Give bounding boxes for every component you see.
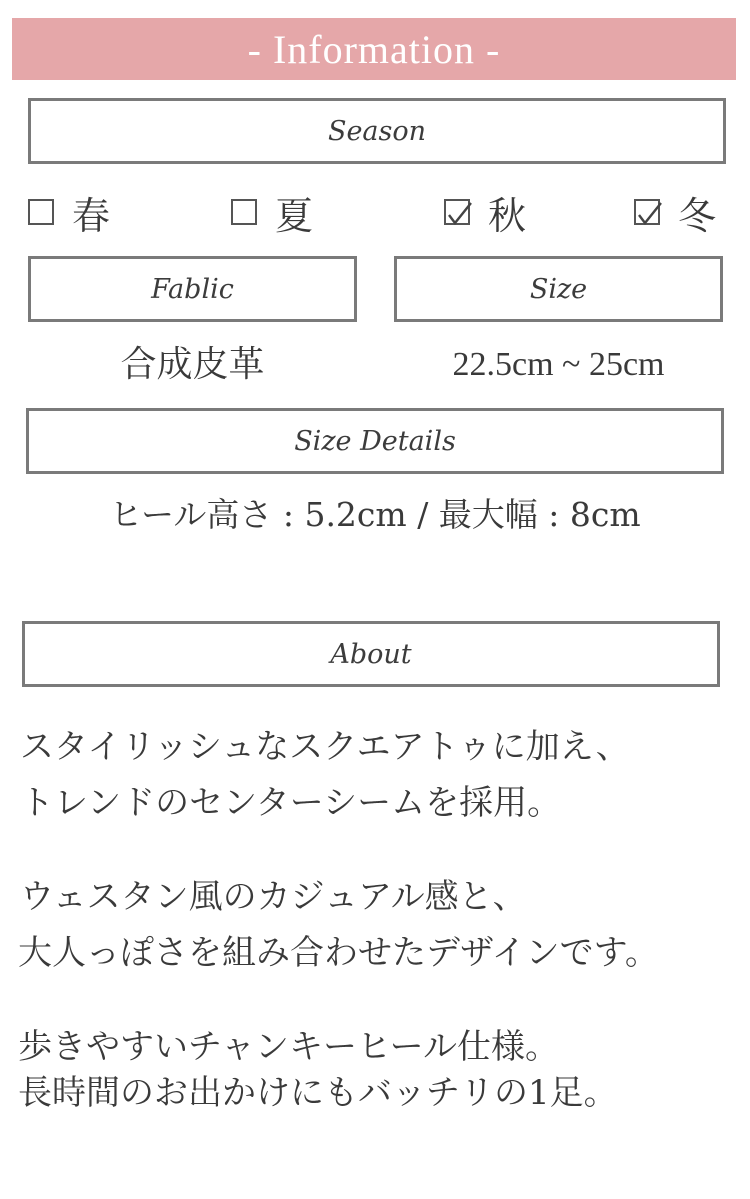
size-details-header-label: Size Details — [294, 425, 456, 457]
unchecked-box-icon[interactable] — [28, 199, 54, 225]
fabric-value: 合成皮革 — [120, 344, 265, 385]
about-text-line: スタイリッシュなスクエアトゥに加え、 — [20, 727, 630, 767]
season-spring[interactable] — [28, 188, 110, 236]
season-header — [28, 98, 726, 164]
about-text-line: 大人っぽさを組み合わせたデザインです。 — [18, 933, 659, 973]
about-text-line: 歩きやすいチャンキーヒール仕様。 — [18, 1027, 559, 1067]
fabric-header — [28, 256, 357, 322]
season-header-label: Season — [327, 115, 427, 147]
check-mark-icon — [444, 197, 474, 229]
about-header — [22, 621, 720, 687]
checked-box-icon[interactable] — [634, 199, 660, 225]
season-label: 秋 — [488, 193, 527, 238]
about-text-line: ウェスタン風のカジュアル感と、 — [20, 877, 527, 917]
check-mark-icon — [634, 197, 664, 229]
about-header-label: About — [330, 638, 412, 670]
checked-box-icon[interactable] — [444, 199, 470, 225]
unchecked-box-icon[interactable] — [231, 199, 257, 225]
season-label: 冬 — [678, 193, 717, 238]
size-details-value: ヒール高さ : 5.2cm / 最大幅 : 8cm — [109, 495, 641, 534]
size-details-header — [26, 408, 724, 474]
season-winter[interactable] — [634, 188, 716, 236]
banner-title: - Information - — [247, 26, 501, 72]
about-text-line: 長時間のお出かけにもバッチリの1足。 — [18, 1073, 618, 1113]
size-header-label: Size — [529, 273, 588, 305]
season-label: 春 — [72, 193, 111, 238]
season-autumn[interactable] — [444, 188, 526, 236]
season-checkbox-row — [28, 188, 728, 236]
season-label: 夏 — [275, 193, 314, 238]
season-summer[interactable] — [231, 188, 313, 236]
fabric-header-label: Fablic — [151, 273, 234, 305]
information-banner — [12, 18, 736, 80]
about-text-line: トレンドのセンターシームを採用。 — [20, 783, 562, 823]
size-value: 22.5cm ~ 25cm — [452, 346, 665, 383]
size-header — [394, 256, 723, 322]
